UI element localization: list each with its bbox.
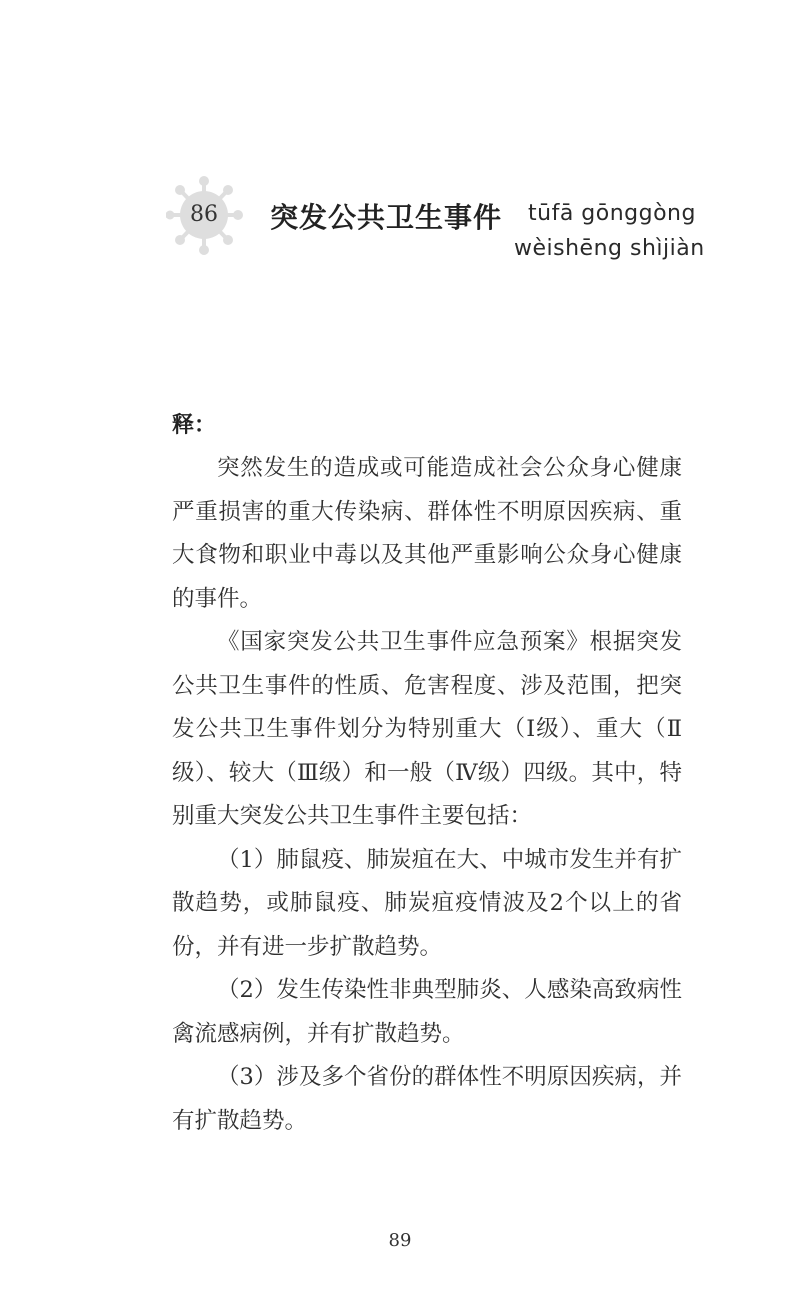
entry-title: 突发公共卫生事件 (270, 201, 503, 234)
definition-label: 释： (172, 413, 217, 438)
entry-pinyin-line-2: wèishēng shìjiàn (514, 236, 705, 261)
paragraph: （2）发生传染性非典型肺炎、人感染高致病性禽流感病例，并有扩散趋势。 (172, 977, 682, 1047)
entry-number: 86 (190, 202, 218, 227)
entry-badge (166, 176, 246, 256)
paragraph: 突然发生的造成或可能造成社会公众身心健康严重损害的重大传染病、群体性不明原因疾病、重大食物和职业中毒以及其他严重影响公众身心健康的事件。 (172, 455, 682, 612)
page-number: 89 (388, 1230, 412, 1251)
entry-pinyin-line-1: tūfā gōnggòng (528, 201, 696, 226)
paragraph: 《国家突发公共卫生事件应急预案》根据突发公共卫生事件的性质、危害程度、涉及范围，把突发公共卫生事件划分为特别重大（Ⅰ级）、重大（Ⅱ级）、较大（Ⅲ级）和一般（Ⅳ级）四级。其中，特别重大突发公共卫生事件主要包括： (172, 629, 682, 829)
paragraph: （1）肺鼠疫、肺炭疽在大、中城市发生并有扩散趋势，或肺鼠疫、肺炭疽疫情波及2个以上的省份，并有进一步扩散趋势。 (172, 846, 682, 960)
paragraph: （3）涉及多个省份的群体性不明原因疾病，并有扩散趋势。 (172, 1064, 682, 1134)
definition-text (172, 447, 682, 1143)
